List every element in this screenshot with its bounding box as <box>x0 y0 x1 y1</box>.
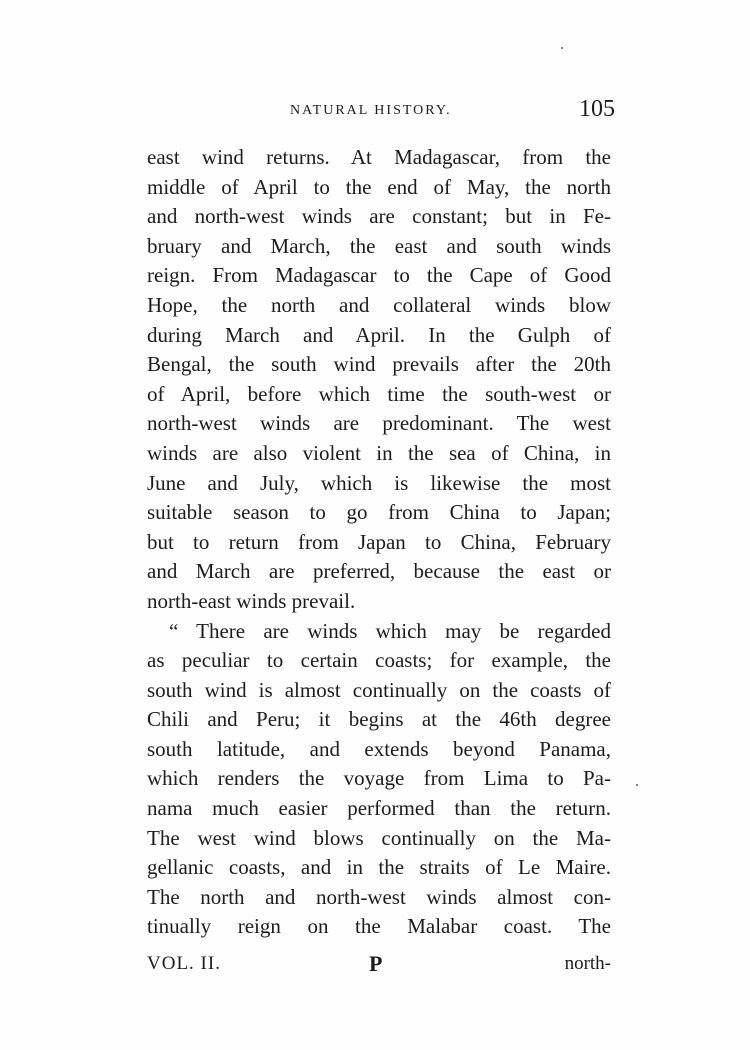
text-line: reign. From Madagascar to the Cape of Good <box>147 263 611 288</box>
text-line: gellanic coasts, and in the straits of Le Maire. <box>147 855 611 880</box>
text-line: Chili and Peru; it begins at the 46th degree <box>147 707 611 732</box>
text-line: Bengal, the south wind prevails after the 20th <box>147 352 611 377</box>
paragraph-end-line: north-east winds prevail. <box>147 588 356 613</box>
text-line: south latitude, and extends beyond Panama, <box>147 736 611 761</box>
signature-mark: P <box>369 951 383 976</box>
volume-label: VOL. II. <box>147 953 221 974</box>
text-line: which renders the voyage from Lima to Pa- <box>147 766 611 791</box>
text-line: The west wind blows continually on the Ma- <box>147 825 611 850</box>
running-head <box>145 96 615 130</box>
text-line: bruary and March, the east and south winds <box>147 233 611 258</box>
running-head-title: NATURAL HISTORY. <box>290 103 452 118</box>
text-line: of April, before which time the south-west or <box>147 381 611 406</box>
text-line: tinually reign on the Malabar coast. The <box>147 914 611 939</box>
text-line: Hope, the north and collateral winds blow <box>147 292 611 317</box>
body-text <box>147 143 611 942</box>
text-line: but to return from Japan to China, February <box>147 529 611 554</box>
text-line: north-west winds are predominant. The west <box>147 411 611 436</box>
page-footer <box>147 953 611 983</box>
text-line: and March are preferred, because the east or <box>147 559 611 584</box>
ink-speck <box>561 47 563 49</box>
catchword: north- <box>564 953 611 974</box>
text-line: winds are also violent in the sea of China, in <box>147 440 611 465</box>
text-line: as peculiar to certain coasts; for example, the <box>147 648 611 673</box>
page-number: 105 <box>579 96 615 122</box>
text-line: south wind is almost continually on the coasts of <box>147 677 611 702</box>
text-line: nama much easier performed than the return. <box>147 796 611 821</box>
text-line: middle of April to the end of May, the north <box>147 174 611 199</box>
text-line: June and July, which is likewise the most <box>147 470 611 495</box>
text-line: suitable season to go from China to Japan; <box>147 500 611 525</box>
ink-speck <box>636 784 638 786</box>
text-line: during March and April. In the Gulph of <box>147 322 611 347</box>
paragraph-start-line: “ There are winds which may be regarded <box>169 618 611 643</box>
text-line: east wind returns. At Madagascar, from the <box>147 145 611 169</box>
text-line: The north and north-west winds almost con- <box>147 884 611 909</box>
text-line: and north-west winds are constant; but in Fe- <box>147 204 611 229</box>
